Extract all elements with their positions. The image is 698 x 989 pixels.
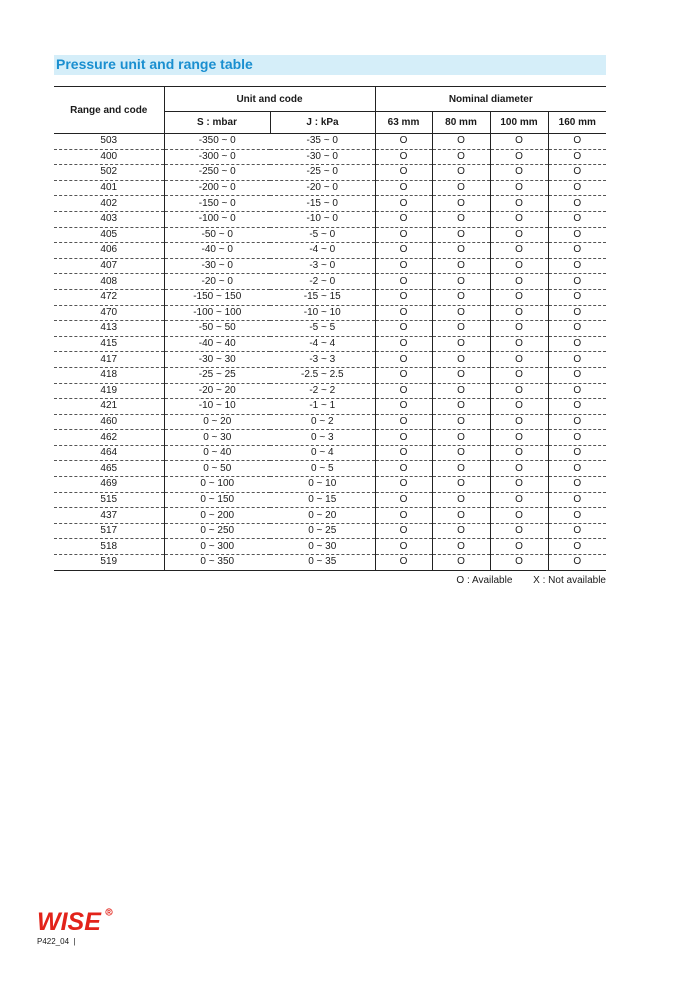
range-code-cell: 472 bbox=[54, 289, 164, 305]
avail-80mm-cell: O bbox=[432, 165, 490, 181]
table-row bbox=[54, 321, 606, 337]
table-row bbox=[54, 414, 606, 430]
section-title-bar bbox=[54, 55, 606, 75]
table-row bbox=[54, 508, 606, 524]
avail-63mm-cell: O bbox=[375, 274, 432, 290]
avail-160mm-cell: O bbox=[548, 414, 606, 430]
avail-80mm-cell: O bbox=[432, 227, 490, 243]
table-row bbox=[54, 258, 606, 274]
avail-63mm-cell: O bbox=[375, 149, 432, 165]
legend bbox=[380, 575, 606, 586]
avail-100mm-cell: O bbox=[490, 243, 548, 259]
avail-160mm-cell: O bbox=[548, 321, 606, 337]
range-code-cell: 502 bbox=[54, 165, 164, 181]
avail-160mm-cell: O bbox=[548, 445, 606, 461]
avail-160mm-cell: O bbox=[548, 523, 606, 539]
avail-160mm-cell: O bbox=[548, 196, 606, 212]
range-code-cell: 421 bbox=[54, 399, 164, 415]
avail-63mm-cell: O bbox=[375, 555, 432, 571]
table-row bbox=[54, 445, 606, 461]
table-row bbox=[54, 352, 606, 368]
mbar-cell: -20 ~ 0 bbox=[164, 274, 270, 290]
avail-100mm-cell: O bbox=[490, 352, 548, 368]
avail-100mm-cell: O bbox=[490, 180, 548, 196]
avail-160mm-cell: O bbox=[548, 243, 606, 259]
avail-100mm-cell: O bbox=[490, 289, 548, 305]
kpa-cell: -25 ~ 0 bbox=[270, 165, 375, 181]
avail-100mm-cell: O bbox=[490, 492, 548, 508]
range-code-cell: 400 bbox=[54, 149, 164, 165]
kpa-cell: -3 ~ 3 bbox=[270, 352, 375, 368]
mbar-cell: -150 ~ 150 bbox=[164, 289, 270, 305]
avail-160mm-cell: O bbox=[548, 258, 606, 274]
avail-160mm-cell: O bbox=[548, 227, 606, 243]
kpa-cell: -20 ~ 0 bbox=[270, 180, 375, 196]
table-row bbox=[54, 477, 606, 493]
range-code-cell: 515 bbox=[54, 492, 164, 508]
header-range-code: Range and code bbox=[54, 87, 164, 134]
avail-160mm-cell: O bbox=[548, 399, 606, 415]
range-code-cell: 519 bbox=[54, 555, 164, 571]
avail-160mm-cell: O bbox=[548, 492, 606, 508]
range-code-cell: 418 bbox=[54, 367, 164, 383]
avail-80mm-cell: O bbox=[432, 414, 490, 430]
avail-80mm-cell: O bbox=[432, 243, 490, 259]
kpa-cell: 0 ~ 4 bbox=[270, 445, 375, 461]
range-code-cell: 415 bbox=[54, 336, 164, 352]
avail-63mm-cell: O bbox=[375, 367, 432, 383]
avail-100mm-cell: O bbox=[490, 305, 548, 321]
range-code-cell: 413 bbox=[54, 321, 164, 337]
avail-80mm-cell: O bbox=[432, 445, 490, 461]
table-row bbox=[54, 399, 606, 415]
avail-63mm-cell: O bbox=[375, 258, 432, 274]
header-160mm: 160 mm bbox=[548, 112, 606, 134]
avail-80mm-cell: O bbox=[432, 367, 490, 383]
header-80mm: 80 mm bbox=[432, 112, 490, 134]
table-row bbox=[54, 196, 606, 212]
avail-63mm-cell: O bbox=[375, 430, 432, 446]
table-row bbox=[54, 289, 606, 305]
avail-160mm-cell: O bbox=[548, 555, 606, 571]
avail-100mm-cell: O bbox=[490, 523, 548, 539]
mbar-cell: -25 ~ 25 bbox=[164, 367, 270, 383]
avail-160mm-cell: O bbox=[548, 477, 606, 493]
avail-80mm-cell: O bbox=[432, 258, 490, 274]
kpa-cell: -5 ~ 0 bbox=[270, 227, 375, 243]
mbar-cell: -30 ~ 30 bbox=[164, 352, 270, 368]
avail-80mm-cell: O bbox=[432, 461, 490, 477]
range-code-cell: 518 bbox=[54, 539, 164, 555]
avail-100mm-cell: O bbox=[490, 211, 548, 227]
avail-63mm-cell: O bbox=[375, 165, 432, 181]
mbar-cell: -350 ~ 0 bbox=[164, 134, 270, 150]
mbar-cell: -40 ~ 0 bbox=[164, 243, 270, 259]
avail-63mm-cell: O bbox=[375, 289, 432, 305]
table-row bbox=[54, 367, 606, 383]
kpa-cell: 0 ~ 35 bbox=[270, 555, 375, 571]
kpa-cell: -2 ~ 0 bbox=[270, 274, 375, 290]
avail-100mm-cell: O bbox=[490, 445, 548, 461]
range-code-cell: 419 bbox=[54, 383, 164, 399]
kpa-cell: 0 ~ 5 bbox=[270, 461, 375, 477]
kpa-cell: -3 ~ 0 bbox=[270, 258, 375, 274]
header-kpa: J : kPa bbox=[270, 112, 375, 134]
range-code-cell: 470 bbox=[54, 305, 164, 321]
avail-160mm-cell: O bbox=[548, 165, 606, 181]
mbar-cell: -50 ~ 0 bbox=[164, 227, 270, 243]
table-row bbox=[54, 274, 606, 290]
table-row bbox=[54, 227, 606, 243]
avail-63mm-cell: O bbox=[375, 461, 432, 477]
avail-160mm-cell: O bbox=[548, 336, 606, 352]
avail-160mm-cell: O bbox=[548, 383, 606, 399]
header-63mm: 63 mm bbox=[375, 112, 432, 134]
avail-160mm-cell: O bbox=[548, 508, 606, 524]
avail-100mm-cell: O bbox=[490, 227, 548, 243]
avail-80mm-cell: O bbox=[432, 352, 490, 368]
avail-160mm-cell: O bbox=[548, 539, 606, 555]
table-row bbox=[54, 539, 606, 555]
avail-160mm-cell: O bbox=[548, 352, 606, 368]
mbar-cell: 0 ~ 100 bbox=[164, 477, 270, 493]
mbar-cell: 0 ~ 20 bbox=[164, 414, 270, 430]
avail-63mm-cell: O bbox=[375, 492, 432, 508]
kpa-cell: -10 ~ 0 bbox=[270, 211, 375, 227]
avail-160mm-cell: O bbox=[548, 134, 606, 150]
avail-160mm-cell: O bbox=[548, 180, 606, 196]
mbar-cell: -40 ~ 40 bbox=[164, 336, 270, 352]
range-code-cell: 406 bbox=[54, 243, 164, 259]
mbar-cell: -100 ~ 100 bbox=[164, 305, 270, 321]
avail-160mm-cell: O bbox=[548, 305, 606, 321]
avail-160mm-cell: O bbox=[548, 274, 606, 290]
avail-160mm-cell: O bbox=[548, 149, 606, 165]
avail-100mm-cell: O bbox=[490, 430, 548, 446]
header-nominal-diameter: Nominal diameter bbox=[375, 87, 606, 112]
mbar-cell: 0 ~ 300 bbox=[164, 539, 270, 555]
avail-63mm-cell: O bbox=[375, 243, 432, 259]
mbar-cell: -250 ~ 0 bbox=[164, 165, 270, 181]
table-row bbox=[54, 134, 606, 150]
avail-100mm-cell: O bbox=[490, 477, 548, 493]
legend-not-available: X : Not available bbox=[533, 575, 606, 586]
kpa-cell: -15 ~ 0 bbox=[270, 196, 375, 212]
mbar-cell: 0 ~ 250 bbox=[164, 523, 270, 539]
avail-63mm-cell: O bbox=[375, 383, 432, 399]
pressure-range-table bbox=[54, 86, 606, 571]
table-row bbox=[54, 523, 606, 539]
header-100mm: 100 mm bbox=[490, 112, 548, 134]
kpa-cell: 0 ~ 3 bbox=[270, 430, 375, 446]
avail-63mm-cell: O bbox=[375, 508, 432, 524]
avail-80mm-cell: O bbox=[432, 399, 490, 415]
table-row bbox=[54, 243, 606, 259]
avail-80mm-cell: O bbox=[432, 149, 490, 165]
avail-100mm-cell: O bbox=[490, 508, 548, 524]
kpa-cell: -15 ~ 15 bbox=[270, 289, 375, 305]
avail-160mm-cell: O bbox=[548, 289, 606, 305]
mbar-cell: -100 ~ 0 bbox=[164, 211, 270, 227]
table-row bbox=[54, 149, 606, 165]
range-code-cell: 408 bbox=[54, 274, 164, 290]
kpa-cell: -4 ~ 0 bbox=[270, 243, 375, 259]
avail-63mm-cell: O bbox=[375, 399, 432, 415]
avail-63mm-cell: O bbox=[375, 305, 432, 321]
mbar-cell: 0 ~ 50 bbox=[164, 461, 270, 477]
avail-63mm-cell: O bbox=[375, 523, 432, 539]
logo-wordmark: WISE bbox=[37, 908, 101, 934]
header-mbar: S : mbar bbox=[164, 112, 270, 134]
avail-63mm-cell: O bbox=[375, 352, 432, 368]
avail-80mm-cell: O bbox=[432, 196, 490, 212]
mbar-cell: -30 ~ 0 bbox=[164, 258, 270, 274]
avail-80mm-cell: O bbox=[432, 477, 490, 493]
table-row bbox=[54, 336, 606, 352]
mbar-cell: 0 ~ 150 bbox=[164, 492, 270, 508]
avail-160mm-cell: O bbox=[548, 211, 606, 227]
avail-80mm-cell: O bbox=[432, 555, 490, 571]
range-code-cell: 462 bbox=[54, 430, 164, 446]
avail-63mm-cell: O bbox=[375, 336, 432, 352]
table-row bbox=[54, 211, 606, 227]
range-code-cell: 465 bbox=[54, 461, 164, 477]
mbar-cell: 0 ~ 200 bbox=[164, 508, 270, 524]
avail-100mm-cell: O bbox=[490, 196, 548, 212]
range-code-cell: 403 bbox=[54, 211, 164, 227]
avail-80mm-cell: O bbox=[432, 336, 490, 352]
table-row bbox=[54, 555, 606, 571]
avail-100mm-cell: O bbox=[490, 367, 548, 383]
avail-63mm-cell: O bbox=[375, 196, 432, 212]
avail-80mm-cell: O bbox=[432, 383, 490, 399]
avail-100mm-cell: O bbox=[490, 165, 548, 181]
mbar-cell: -150 ~ 0 bbox=[164, 196, 270, 212]
avail-80mm-cell: O bbox=[432, 539, 490, 555]
avail-80mm-cell: O bbox=[432, 305, 490, 321]
avail-100mm-cell: O bbox=[490, 539, 548, 555]
table-row bbox=[54, 492, 606, 508]
avail-100mm-cell: O bbox=[490, 134, 548, 150]
avail-100mm-cell: O bbox=[490, 555, 548, 571]
avail-100mm-cell: O bbox=[490, 336, 548, 352]
avail-63mm-cell: O bbox=[375, 414, 432, 430]
avail-63mm-cell: O bbox=[375, 539, 432, 555]
avail-160mm-cell: O bbox=[548, 430, 606, 446]
kpa-cell: 0 ~ 25 bbox=[270, 523, 375, 539]
table-row bbox=[54, 305, 606, 321]
kpa-cell: 0 ~ 15 bbox=[270, 492, 375, 508]
avail-100mm-cell: O bbox=[490, 149, 548, 165]
table-row bbox=[54, 383, 606, 399]
avail-63mm-cell: O bbox=[375, 445, 432, 461]
range-code-cell: 405 bbox=[54, 227, 164, 243]
avail-100mm-cell: O bbox=[490, 399, 548, 415]
avail-80mm-cell: O bbox=[432, 274, 490, 290]
kpa-cell: -30 ~ 0 bbox=[270, 149, 375, 165]
table-body bbox=[54, 134, 606, 571]
kpa-cell: -5 ~ 5 bbox=[270, 321, 375, 337]
avail-80mm-cell: O bbox=[432, 523, 490, 539]
mbar-cell: 0 ~ 30 bbox=[164, 430, 270, 446]
table-row bbox=[54, 461, 606, 477]
avail-80mm-cell: O bbox=[432, 211, 490, 227]
kpa-cell: 0 ~ 10 bbox=[270, 477, 375, 493]
table-row bbox=[54, 430, 606, 446]
page-code: P422_04 | bbox=[37, 937, 76, 946]
kpa-cell: 0 ~ 20 bbox=[270, 508, 375, 524]
avail-80mm-cell: O bbox=[432, 289, 490, 305]
range-code-cell: 407 bbox=[54, 258, 164, 274]
avail-80mm-cell: O bbox=[432, 321, 490, 337]
avail-80mm-cell: O bbox=[432, 180, 490, 196]
avail-100mm-cell: O bbox=[490, 383, 548, 399]
table-row bbox=[54, 180, 606, 196]
kpa-cell: -10 ~ 10 bbox=[270, 305, 375, 321]
mbar-cell: -50 ~ 50 bbox=[164, 321, 270, 337]
avail-100mm-cell: O bbox=[490, 414, 548, 430]
avail-63mm-cell: O bbox=[375, 321, 432, 337]
registered-mark-letter: R bbox=[107, 910, 111, 916]
wise-logo bbox=[37, 906, 117, 934]
kpa-cell: -1 ~ 1 bbox=[270, 399, 375, 415]
range-code-cell: 401 bbox=[54, 180, 164, 196]
range-code-cell: 464 bbox=[54, 445, 164, 461]
mbar-cell: -200 ~ 0 bbox=[164, 180, 270, 196]
kpa-cell: 0 ~ 30 bbox=[270, 539, 375, 555]
avail-100mm-cell: O bbox=[490, 461, 548, 477]
range-code-cell: 517 bbox=[54, 523, 164, 539]
table-row bbox=[54, 165, 606, 181]
section-title: Pressure unit and range table bbox=[56, 56, 253, 72]
mbar-cell: -20 ~ 20 bbox=[164, 383, 270, 399]
mbar-cell: -10 ~ 10 bbox=[164, 399, 270, 415]
avail-63mm-cell: O bbox=[375, 227, 432, 243]
avail-100mm-cell: O bbox=[490, 321, 548, 337]
avail-80mm-cell: O bbox=[432, 430, 490, 446]
avail-63mm-cell: O bbox=[375, 477, 432, 493]
kpa-cell: -2 ~ 2 bbox=[270, 383, 375, 399]
table-header-row-1 bbox=[54, 87, 606, 112]
avail-160mm-cell: O bbox=[548, 367, 606, 383]
avail-100mm-cell: O bbox=[490, 274, 548, 290]
avail-80mm-cell: O bbox=[432, 508, 490, 524]
kpa-cell: 0 ~ 2 bbox=[270, 414, 375, 430]
avail-63mm-cell: O bbox=[375, 211, 432, 227]
avail-63mm-cell: O bbox=[375, 180, 432, 196]
avail-80mm-cell: O bbox=[432, 134, 490, 150]
range-code-cell: 402 bbox=[54, 196, 164, 212]
range-code-cell: 469 bbox=[54, 477, 164, 493]
mbar-cell: 0 ~ 350 bbox=[164, 555, 270, 571]
kpa-cell: -35 ~ 0 bbox=[270, 134, 375, 150]
avail-80mm-cell: O bbox=[432, 492, 490, 508]
legend-available: O : Available bbox=[456, 575, 513, 586]
range-code-cell: 460 bbox=[54, 414, 164, 430]
mbar-cell: -300 ~ 0 bbox=[164, 149, 270, 165]
avail-160mm-cell: O bbox=[548, 461, 606, 477]
range-code-cell: 437 bbox=[54, 508, 164, 524]
kpa-cell: -4 ~ 4 bbox=[270, 336, 375, 352]
avail-100mm-cell: O bbox=[490, 258, 548, 274]
range-code-cell: 503 bbox=[54, 134, 164, 150]
range-code-cell: 417 bbox=[54, 352, 164, 368]
mbar-cell: 0 ~ 40 bbox=[164, 445, 270, 461]
kpa-cell: -2.5 ~ 2.5 bbox=[270, 367, 375, 383]
header-unit-code: Unit and code bbox=[164, 87, 375, 112]
avail-63mm-cell: O bbox=[375, 134, 432, 150]
